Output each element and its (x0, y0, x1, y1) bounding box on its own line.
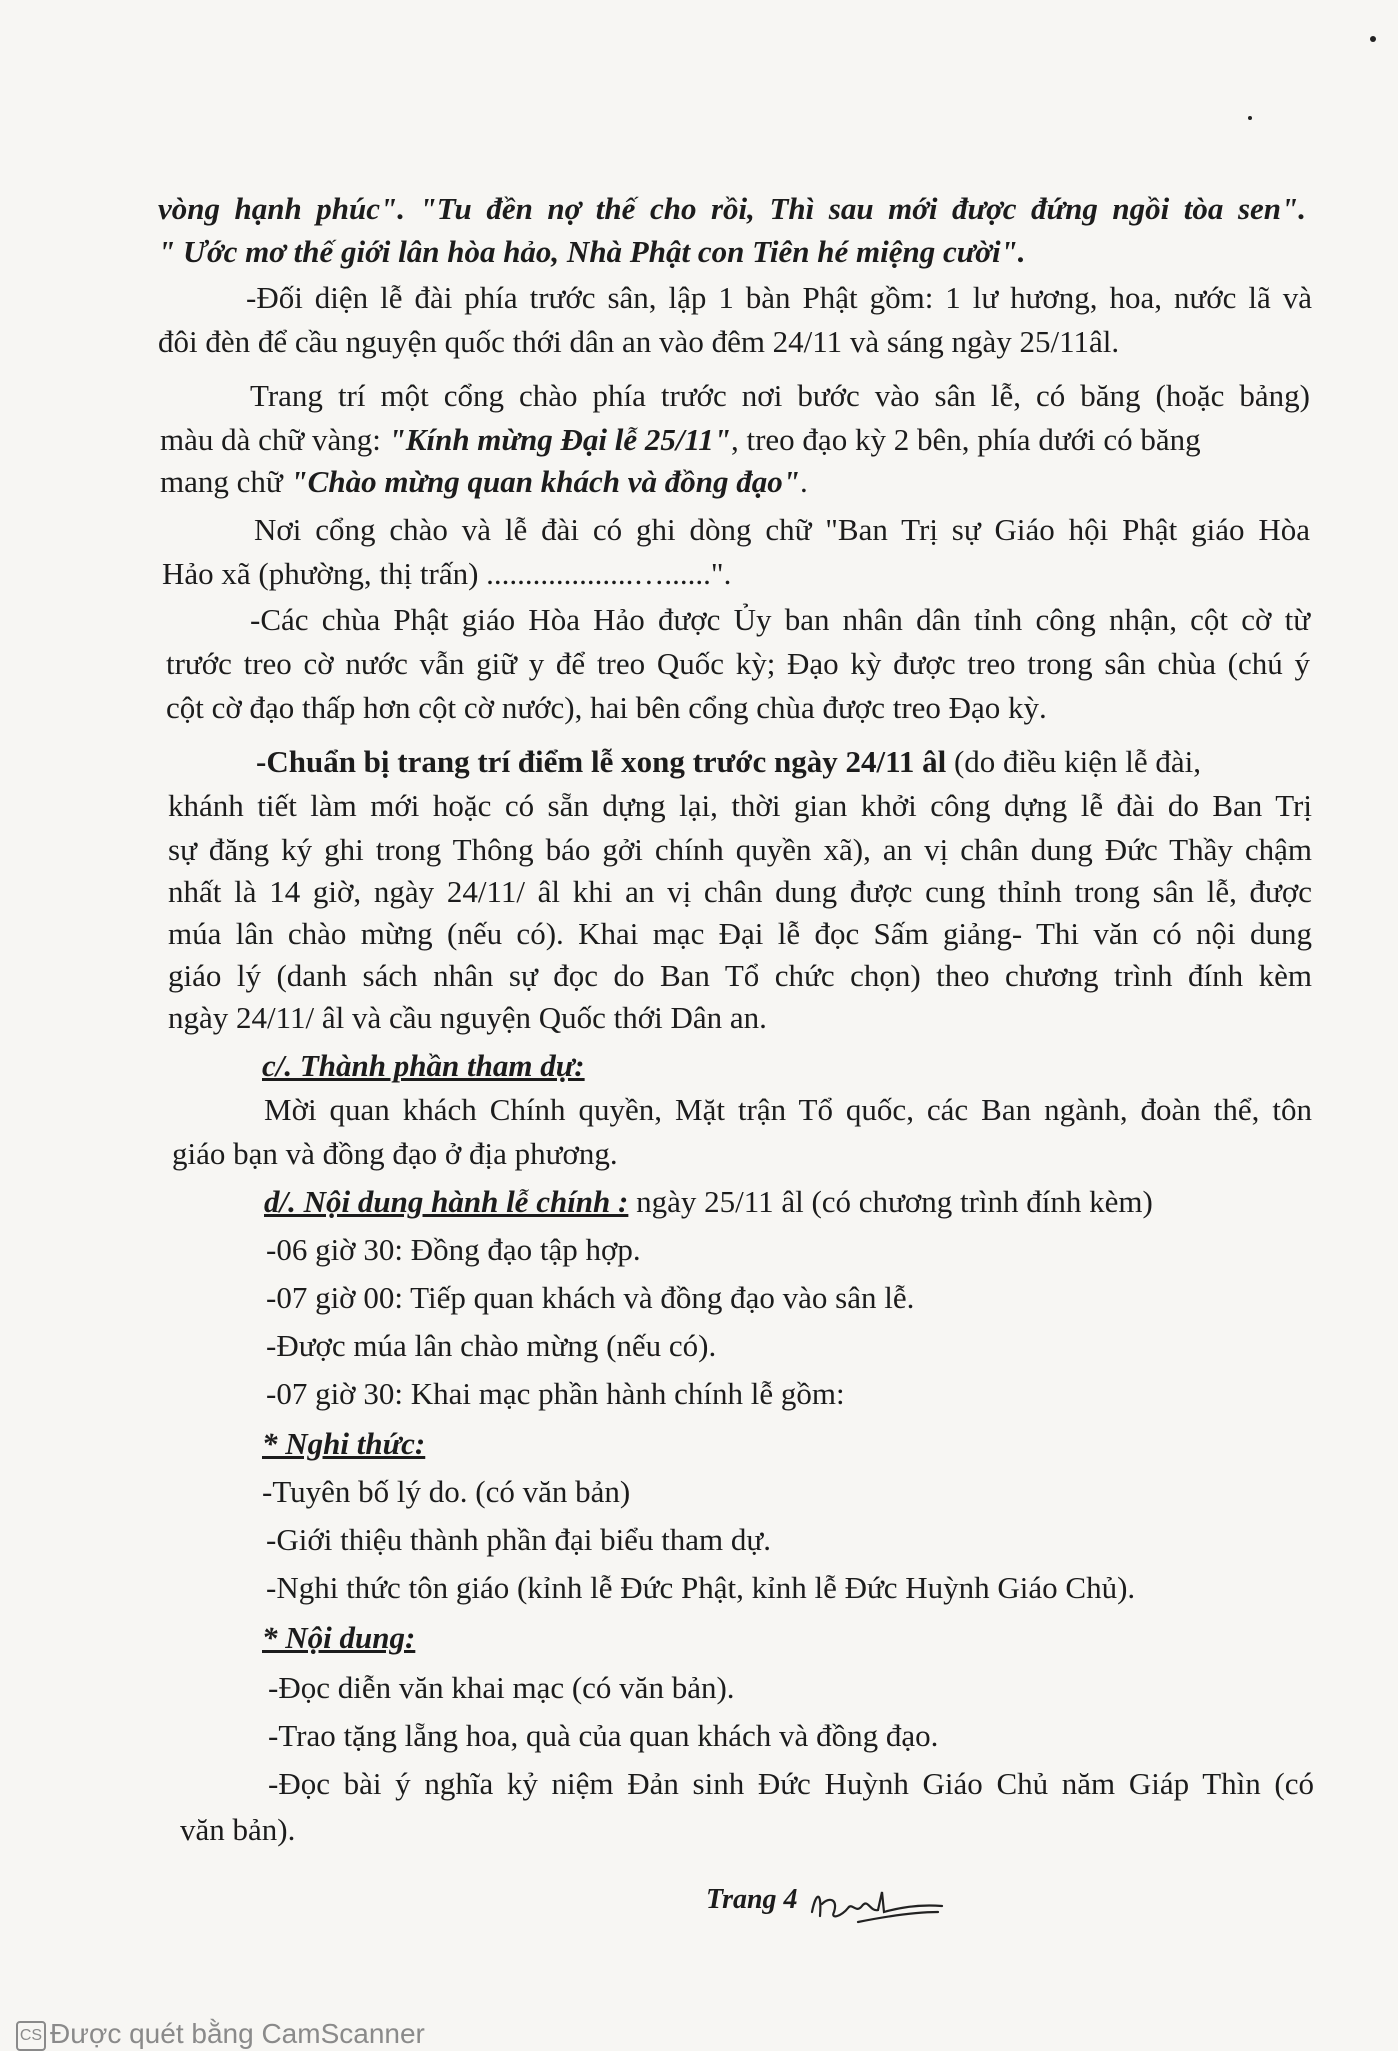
text-span: ngày 25/11 âl (có chương trình đính kèm) (628, 1184, 1153, 1219)
initials-signature (808, 1882, 948, 1932)
text-line: vòng hạnh phúc". "Tu đền nợ thế cho rồi, Thì sau mới được đứng ngồi tòa sen". (158, 191, 1306, 226)
text-line (264, 1186, 1153, 1217)
text-line: văn bản). (180, 1812, 296, 1847)
text-line (160, 466, 808, 497)
scan-speck (1370, 36, 1376, 42)
text-line: khánh tiết làm mới hoặc có sẵn dựng lại, thời gian khởi công dựng lễ đài do Ban Trị (168, 788, 1312, 823)
quoted-banner-text: "Chào mừng quan khách và đồng đạo" (290, 464, 800, 499)
text-line: sự đăng ký ghi trong Thông báo gởi chính quyền xã), an vị chân dung Đức Thầy chậm (168, 832, 1312, 867)
list-item: -Nghi thức tôn giáo (kỉnh lễ Đức Phật, kỉnh lễ Đức Huỳnh Giáo Chủ). (266, 1570, 1136, 1605)
list-item: -06 giờ 30: Đồng đạo tập hợp. (266, 1232, 641, 1267)
page-label: Trang 4 (706, 1884, 798, 1915)
text-span: (do điều kiện lễ đài, (946, 744, 1202, 779)
list-item: -07 giờ 30: Khai mạc phần hành chính lễ gồm: (266, 1376, 845, 1411)
text-line: Hảo xã (phường, thị trấn) ...................…......". (162, 556, 732, 591)
scanner-watermark (16, 2018, 425, 2051)
text-span: mang chữ (160, 464, 291, 499)
text-line: nhất là 14 giờ, ngày 24/11/ âl khi an vị chân dung được cung thỉnh trong sân lễ, được (168, 874, 1312, 909)
list-item: -Đọc diễn văn khai mạc (có văn bản). (268, 1670, 735, 1705)
text-span: , treo đạo kỳ 2 bên, phía dưới có băng (730, 422, 1201, 457)
text-line (160, 424, 1310, 455)
scan-speck (1248, 116, 1252, 120)
camscanner-icon: CS (16, 2021, 46, 2051)
watermark-text: Được quét bằng CamScanner (50, 2018, 425, 2049)
text-line: cột cờ đạo thấp hơn cột cờ nước), hai bên cổng chùa được treo Đạo kỳ. (166, 690, 1047, 725)
text-line: " Ước mơ thế giới lân hòa hảo, Nhà Phật con Tiên hé miệng cười". (158, 234, 1026, 269)
text-line: Trang trí một cổng chào phía trước nơi bước vào sân lễ, có băng (hoặc bảng) (250, 378, 1310, 413)
text-line: đôi đèn để cầu nguyện quốc thới dân an vào đêm 24/11 và sáng ngày 25/11âl. (158, 324, 1120, 359)
text-line: Nơi cổng chào và lễ đài có ghi dòng chữ "Ban Trị sự Giáo hội Phật giáo Hòa (254, 512, 1310, 547)
bold-text: -Chuẩn bị trang trí điểm lễ xong trước ngày 24/11 âl (256, 744, 947, 779)
list-item: -07 giờ 00: Tiếp quan khách và đồng đạo vào sân lễ. (266, 1280, 915, 1315)
text-line: -Đối diện lễ đài phía trước sân, lập 1 bàn Phật gồm: 1 lư hương, hoa, nước lã và (246, 280, 1312, 315)
text-line: Mời quan khách Chính quyền, Mặt trận Tổ quốc, các Ban ngành, đoàn thể, tôn (264, 1092, 1312, 1127)
text-line: trước treo cờ nước vẫn giữ y để treo Quốc kỳ; Đạo kỳ được treo trong sân chùa (chú ý (166, 646, 1310, 681)
text-line: -Các chùa Phật giáo Hòa Hảo được Ủy ban nhân dân tỉnh công nhận, cột cờ từ (250, 602, 1310, 637)
list-item: -Trao tặng lẵng hoa, quà của quan khách và đồng đạo. (268, 1718, 939, 1753)
text-span: màu dà chữ vàng: (160, 422, 389, 457)
list-item: -Đọc bài ý nghĩa kỷ niệm Đản sinh Đức Huỳnh Giáo Chủ năm Giáp Thìn (có (268, 1766, 1314, 1801)
subsection-heading: * Nghi thức: (262, 1426, 426, 1461)
subsection-heading: * Nội dung: (262, 1620, 416, 1655)
text-line: giáo bạn và đồng đạo ở địa phương. (172, 1136, 618, 1171)
quoted-banner-text: "Kính mừng Đại lễ 25/11" (388, 422, 731, 457)
list-item: -Được múa lân chào mừng (nếu có). (266, 1328, 717, 1363)
text-line: múa lân chào mừng (nếu có). Khai mạc Đại lễ đọc Sấm giảng- Thi văn có nội dung (168, 916, 1312, 951)
text-line: giáo lý (danh sách nhân sự đọc do Ban Tổ chức chọn) theo chương trình đính kèm (168, 958, 1312, 993)
section-heading: d/. Nội dung hành lễ chính : (264, 1184, 629, 1219)
section-heading: c/. Thành phần tham dự: (262, 1048, 585, 1083)
text-line (256, 746, 1312, 777)
list-item: -Tuyên bố lý do. (có văn bản) (262, 1474, 631, 1509)
text-line: ngày 24/11/ âl và cầu nguyện Quốc thới Dân an. (168, 1000, 767, 1035)
text-span: . (799, 464, 808, 499)
list-item: -Giới thiệu thành phần đại biểu tham dự. (266, 1522, 771, 1557)
